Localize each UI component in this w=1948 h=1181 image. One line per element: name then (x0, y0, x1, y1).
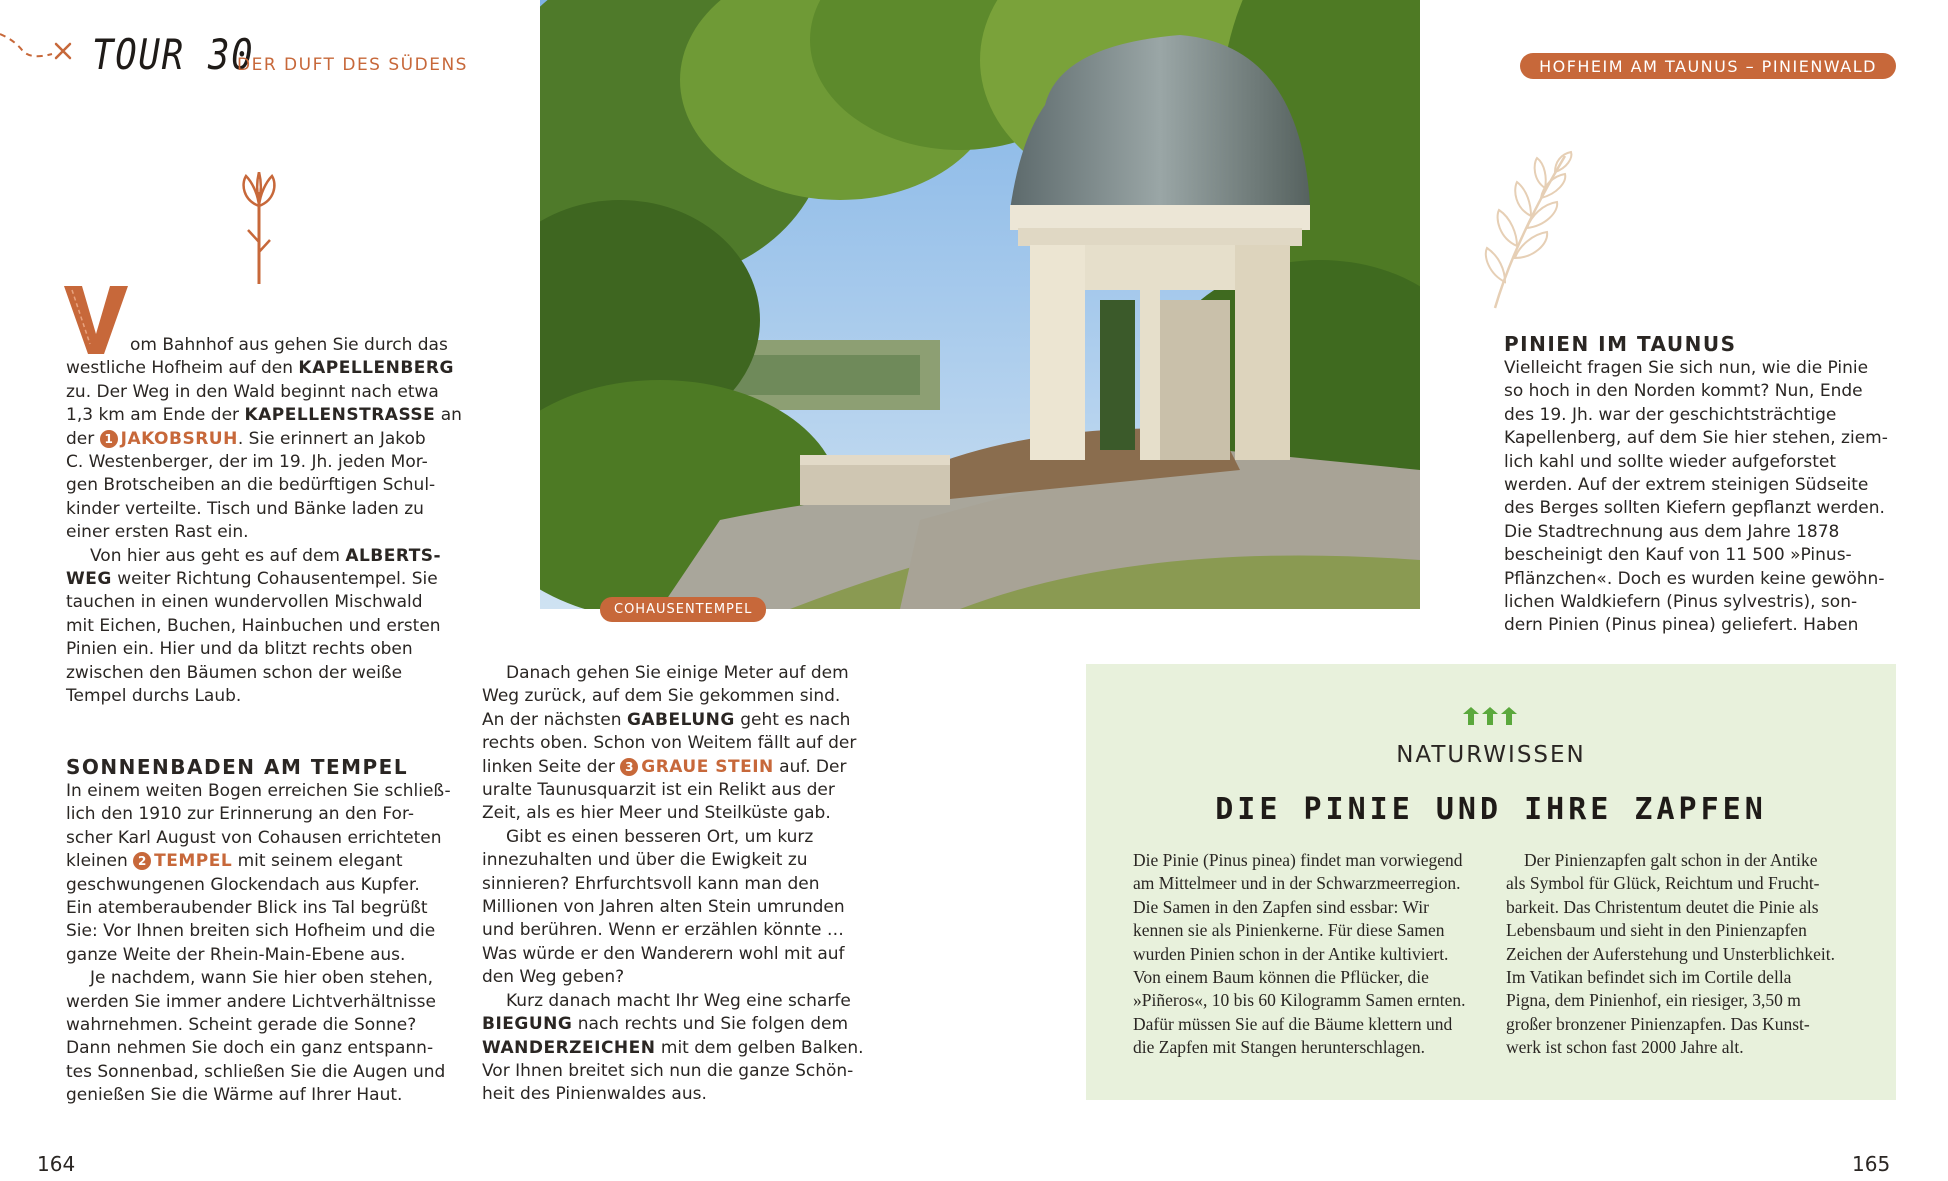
column3-line: werden. Auf der extrem steinigen Südseite (1504, 475, 1869, 496)
box-line: Zeichen der Auferstehung und Unsterblichkeit. (1506, 943, 1835, 964)
photo-caption: COHAUSENTEMPEL (600, 597, 766, 622)
column3-line: dern Pinien (Pinus pinea) geliefert. Haben (1504, 615, 1859, 636)
waypoint-number-3: 3 (620, 758, 638, 776)
place-albertsweg: ALBERTS- (345, 545, 442, 566)
intro-line: Pinien ein. Hier und da blitzt rechts oben (66, 639, 413, 660)
box-line: Die Pinie (Pinus pinea) findet man vorwiegend (1133, 850, 1463, 870)
leaf-branch-icon (1475, 150, 1575, 310)
waypoint-graue-stein: GRAUE STEIN (641, 756, 774, 777)
column3-line: Pflänzchen«. Doch es wurden keine gewöhn- (1504, 568, 1885, 589)
section1-line: genießen Sie die Wärme auf Ihrer Haut. (66, 1085, 403, 1106)
text: An der nächsten (482, 709, 627, 730)
place-gabelung: GABELUNG (626, 709, 735, 730)
intro-line: gen Brotscheiben an die bedürftigen Schul- (66, 475, 436, 496)
text: linken Seite der (482, 756, 621, 777)
box-line: wurden Pinien schon in der Antike kultiviert. (1133, 943, 1449, 964)
section1-line: werden Sie immer andere Lichtverhältnisse (66, 991, 436, 1012)
box-line: barkeit. Das Christentum deutet die Pinie als (1506, 896, 1819, 917)
column3-line: lich kahl und sollte wieder aufgeforstet (1504, 451, 1836, 472)
intro-line: C. Westenberger, der im 19. Jh. jeden Mor- (66, 452, 428, 473)
box-line: die Zapfen mit Stangen herunterschlagen. (1133, 1037, 1426, 1058)
box-line: großer bronzener Pinienzapfen. Das Kunst- (1506, 1013, 1810, 1034)
text: westliche Hofheim auf den (66, 358, 299, 379)
location-badge: HOFHEIM AM TAUNUS – PINIENWALD (1520, 53, 1896, 79)
box-title: DIE PINIE UND IHRE ZAPFEN (1215, 792, 1767, 827)
column2-text (482, 662, 882, 1107)
text: weiter Richtung Cohausentempel. Sie (111, 569, 438, 590)
box-line: Pigna, dem Pinienhof, ein riesiger, 3,50 m (1506, 990, 1801, 1011)
section1-line: ganze Weite der Rhein-Main-Ebene aus. (66, 944, 406, 965)
trees-icon (1462, 705, 1518, 727)
section-heading-pinien: PINIEN IM TAUNUS (1504, 332, 1737, 356)
text: nach rechts und Sie folgen dem (572, 1014, 849, 1035)
sprig-icon (238, 172, 280, 284)
column2-line: rechts oben. Schon von Weitem fällt auf der (482, 733, 857, 754)
column2-line: den Weg geben? (482, 967, 625, 988)
place-kapellenberg: KAPELLENBERG (298, 358, 454, 379)
intro-line: tauchen in einen wundervollen Mischwald (66, 592, 423, 613)
column2-line: Millionen von Jahren alten Stein umrunden (482, 897, 845, 918)
box-line: kennen sie als Pinienkerne. Für diese Samen (1133, 920, 1445, 941)
box-line: Der Pinienzapfen galt schon in der Antike (1524, 850, 1818, 870)
section1-line: scher Karl August von Cohausen errichteten (66, 827, 442, 848)
text: geht es nach (734, 709, 851, 730)
column2-line: innezuhalten und über die Ewigkeit zu (482, 850, 808, 871)
column3-line: des 19. Jh. war der geschichtsträchtige (1504, 404, 1837, 425)
column2-line: Was würde er den Wanderern wohl mit auf (482, 943, 845, 964)
column3-line: bescheinigt den Kauf von 11 500 »Pinus- (1504, 545, 1852, 566)
section1-line: Ein atemberaubender Blick ins Tal begrüßt (66, 898, 428, 919)
section1-line: lich den 1910 zur Erinnerung an den For- (66, 804, 414, 825)
waypoint-number-2: 2 (133, 852, 151, 870)
text: 1,3 km am Ende der (66, 405, 245, 426)
text: kleinen (66, 851, 134, 872)
place-albertsweg-end: WEG (66, 569, 112, 590)
text: an (435, 405, 462, 426)
column2-line: Gibt es einen besseren Ort, um kurz (506, 826, 814, 847)
column2-line: Zeit, als es hier Meer und Steilküste gab. (482, 803, 831, 824)
column3-text (1504, 357, 1904, 638)
box-line: Von einem Baum können die Pflücker, die (1133, 967, 1429, 988)
box-column-2 (1506, 849, 1866, 1060)
waypoint-number-1: 1 (100, 430, 118, 448)
box-line: Die Samen in den Zapfen sind essbar: Wir (1133, 896, 1429, 917)
section1-line: tes Sonnenbad, schließen Sie die Augen und (66, 1061, 446, 1082)
place-biegung: BIEGUNG (482, 1014, 573, 1035)
section1-text (66, 780, 466, 1108)
cohausentempel-photo (540, 0, 1420, 609)
box-line: werk ist schon fast 2000 Jahre alt. (1506, 1037, 1744, 1058)
waypoint-jakobsruh: JAKOBSRUH (120, 428, 238, 449)
box-line: »Piñeros«, 10 bis 60 Kilogramm Samen ernten. (1133, 990, 1466, 1011)
text: mit seinem elegant (232, 851, 403, 872)
place-kapellenstrasse: KAPELLENSTRASSE (244, 405, 436, 426)
intro-line: om Bahnhof aus gehen Sie durch das (130, 335, 448, 355)
section-heading-sonnenbaden: SONNENBADEN AM TEMPEL (66, 755, 409, 779)
waypoint-tempel: TEMPEL (154, 851, 233, 872)
box-line: Lebensbaum und sieht in den Pinienzapfen (1506, 920, 1807, 941)
text: der (66, 428, 100, 449)
box-label: NATURWISSEN (1396, 742, 1586, 768)
text: Von hier aus geht es auf dem (90, 545, 346, 566)
section1-line: Dann nehmen Sie doch ein ganz entspann- (66, 1038, 434, 1059)
intro-paragraph-1 (66, 334, 466, 709)
column2-line: heit des Pinienwaldes aus. (482, 1084, 707, 1105)
text: auf. Der (773, 756, 847, 777)
column3-line: Die Stadtrechnung aus dem Jahre 1878 (1504, 521, 1840, 542)
text: mit dem gelben Balken. (655, 1037, 864, 1058)
box-line: am Mittelmeer und in der Schwarzmeerregion. (1133, 873, 1461, 894)
column2-line: Danach gehen Sie einige Meter auf dem (506, 663, 849, 683)
page-number-left: 164 (37, 1152, 76, 1176)
column2-line: uralte Taunusquarzit ist ein Relikt aus der (482, 780, 835, 801)
section1-line: wahrnehmen. Scheint gerade die Sonne? (66, 1015, 417, 1036)
column2-line: und berühren. Wenn er erzählen könnte … (482, 920, 844, 941)
intro-line: einer ersten Rast ein. (66, 522, 249, 543)
column3-line: Vielleicht fragen Sie sich nun, wie die Pinie (1504, 358, 1869, 378)
box-column-1 (1133, 849, 1493, 1060)
column2-line: Weg zurück, auf dem Sie gekommen sind. (482, 686, 841, 707)
dashed-trail-icon (0, 28, 80, 68)
intro-line: kinder verteilte. Tisch und Bänke laden zu (66, 498, 424, 519)
column3-line: lichen Waldkiefern (Pinus sylvestris), son- (1504, 592, 1858, 613)
page-number-right: 165 (1852, 1152, 1891, 1176)
box-line: Im Vatikan befindet sich im Cortile della (1506, 967, 1792, 988)
intro-line: mit Eichen, Buchen, Hainbuchen und ersten (66, 615, 441, 636)
text: . Sie erinnert an Jakob (237, 428, 426, 449)
intro-line: Tempel durchs Laub. (66, 686, 242, 707)
section1-line: In einem weiten Bogen erreichen Sie schließ- (66, 781, 451, 801)
place-wanderzeichen: WANDERZEICHEN (482, 1037, 656, 1058)
tour-title: TOUR 30 (92, 30, 255, 79)
intro-line: zwischen den Bäumen schon der weiße (66, 662, 403, 683)
column3-line: Kapellenberg, auf dem Sie hier stehen, ziem- (1504, 428, 1888, 449)
column3-line: so hoch in den Norden kommt? Nun, Ende (1504, 381, 1863, 402)
section1-line: geschwungenen Glockendach aus Kupfer. (66, 874, 420, 895)
column2-line: Kurz danach macht Ihr Weg eine scharfe (506, 990, 851, 1011)
tour-subtitle: DER DUFT DES SÜDENS (237, 55, 468, 75)
column3-line: des Berges sollten Kiefern gepflanzt werden. (1504, 498, 1885, 519)
box-line: als Symbol für Glück, Reichtum und Frucht- (1506, 873, 1820, 894)
section1-line: Sie: Vor Ihnen breiten sich Hofheim und die (66, 921, 436, 942)
column2-line: Vor Ihnen breitet sich nun die ganze Schön- (482, 1060, 854, 1081)
intro-line: zu. Der Weg in den Wald beginnt nach etwa (66, 381, 439, 402)
column2-line: sinnieren? Ehrfurchtsvoll kann man den (482, 873, 820, 894)
box-line: Dafür müssen Sie auf die Bäume klettern und (1133, 1013, 1453, 1034)
section1-line: Je nachdem, wann Sie hier oben stehen, (90, 968, 434, 989)
